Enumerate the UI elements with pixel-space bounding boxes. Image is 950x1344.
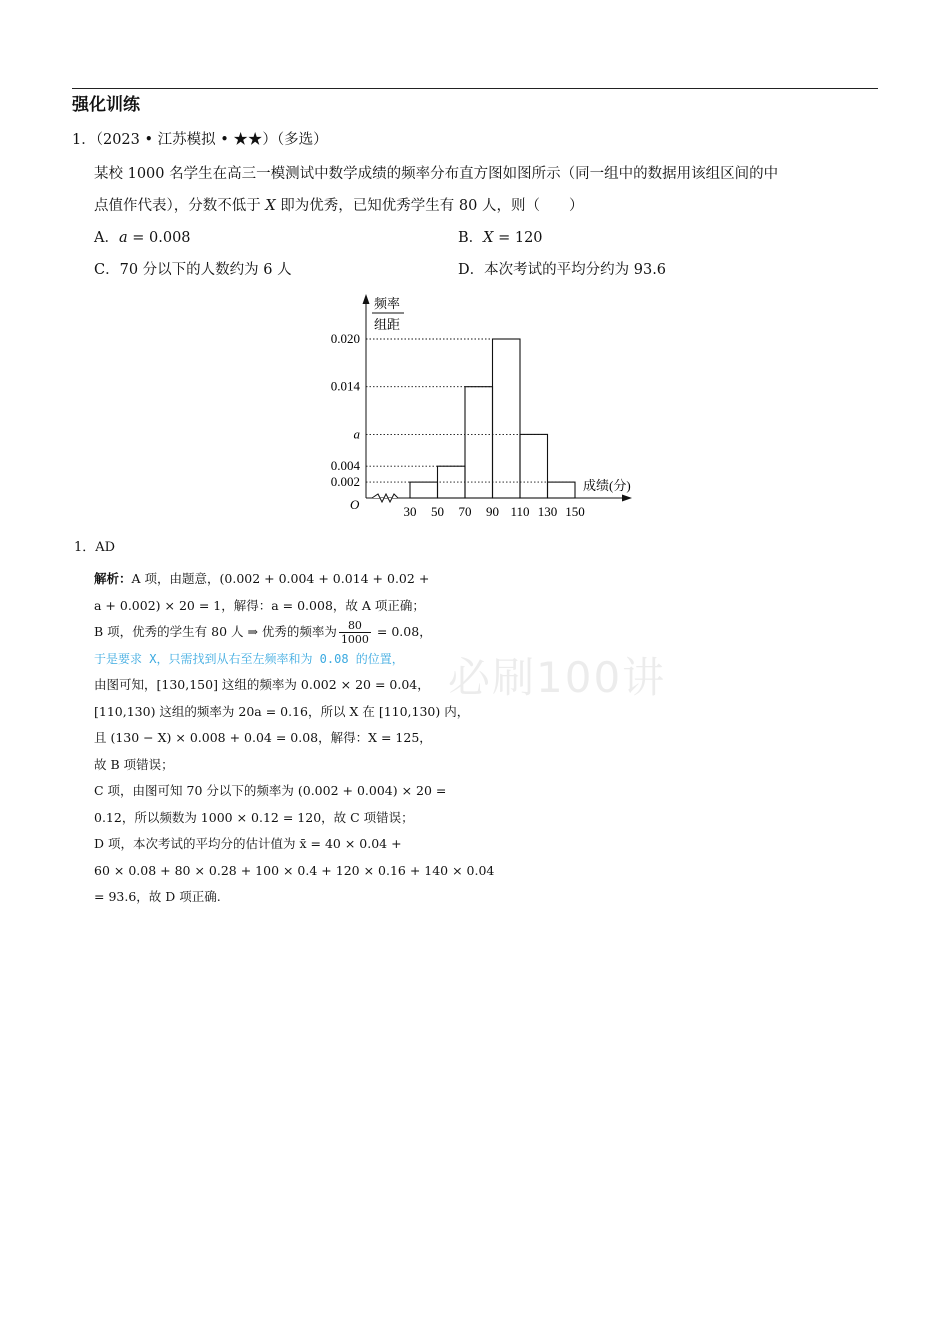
answer-number: 1．AD <box>74 540 116 555</box>
solution-line-2: a + 0.002) × 20 = 1，解得：a = 0.008，故 A 项正确； <box>94 597 425 613</box>
solution-line-6: [110,130) 这组的频率为 20a = 0.16，所以 X 在 [110,130) 内， <box>94 703 470 719</box>
y-tick-label-3: 0.014 <box>330 378 360 394</box>
y-axis-label-numerator: 频率 <box>374 296 401 311</box>
y-tick-label-1: 0.004 <box>330 458 360 474</box>
x-tick-label-6: 150 <box>565 504 585 519</box>
solution-line-8: 故 B 项错误； <box>94 756 174 772</box>
option-a[interactable]: A．a = 0.008 <box>94 230 191 246</box>
y-axis-arrow <box>363 294 370 304</box>
section-title: 强化训练 <box>72 95 140 115</box>
solution-line-1: 解析：A 项，由题意，(0.002 + 0.004 + 0.014 + 0.02 + <box>94 571 430 586</box>
y-tick-label-4: 0.020 <box>330 331 360 346</box>
x-tick-label-3: 90 <box>486 504 499 519</box>
histogram-bar-5 <box>548 482 576 498</box>
y-tick-label-2: a <box>353 426 360 442</box>
histogram-bar-2 <box>465 387 493 498</box>
histogram-bar-4 <box>520 434 548 498</box>
solution-line-3: B 项，优秀的学生有 80 人 ⇒ 优秀的频率为 $\frac{80}{1000}$ = 0.08， <box>94 619 432 646</box>
header-rule <box>72 88 878 89</box>
x-tick-label-0: 30 <box>403 504 417 519</box>
option-c[interactable]: C．70 分以下的人数约为 6 人 <box>94 262 292 278</box>
solution-line-13: = 93.6，故 D 项正确. <box>94 889 221 904</box>
histogram-bar-0 <box>410 482 438 498</box>
y-axis-label-denominator: 组距 <box>374 317 401 332</box>
solution-line-5: 由图可知，[130,150] 这组的频率为 0.002 × 20 = 0.04， <box>94 677 430 692</box>
x-tick-label-2: 70 <box>458 504 472 519</box>
x-axis-arrow <box>622 495 632 502</box>
x-tick-label-1: 50 <box>431 504 444 519</box>
axis-break-zigzag <box>372 494 398 502</box>
x-tick-label-5: 130 <box>537 504 558 519</box>
fraction: $\frac{80}{1000}$ <box>340 619 369 646</box>
solution <box>94 566 494 911</box>
histogram-bar-3 <box>493 339 521 498</box>
origin-label: O <box>350 497 360 512</box>
solution-line-9: C 项，由图可知 70 分以下的频率为 (0.002 + 0.004) × 20 = <box>94 783 447 798</box>
option-b[interactable]: B．X = 120 <box>458 230 543 246</box>
question-header <box>72 128 328 149</box>
option-d[interactable]: D．本次考试的平均分约为 93.6 <box>458 262 667 278</box>
x-axis-label: 成绩(分) <box>583 478 631 493</box>
histogram-chart <box>300 290 660 530</box>
stem-line-1: 某校 1000 名学生在高三一模测试中数学成绩的频率分布直方图如图所示（同一组中的数据用该组区间的中 <box>94 166 779 182</box>
y-tick-label-0: 0.002 <box>330 474 360 490</box>
question-number: 1． <box>72 132 96 148</box>
solution-line-12: 60 × 0.08 + 80 × 0.28 + 100 × 0.4 + 120 × 0.16 + 140 × 0.04 <box>94 862 495 878</box>
watermark: 必刷100讲 <box>448 653 667 702</box>
question-stem <box>94 158 884 222</box>
question-meta: （2023 • 江苏模拟 • ★★）（多选） <box>95 132 328 148</box>
solution-line-10: 0.12，所以频数为 1000 × 0.12 = 120，故 C 项错误； <box>94 809 414 825</box>
solution-line-11: D 项，本次考试的平均分的估计值为 x̄ = 40 × 0.04 + <box>94 836 402 851</box>
solution-line-7: 且 (130 − X) × 0.008 + 0.04 = 0.08，解得：X = 125， <box>94 730 432 745</box>
x-tick-label-4: 110 <box>510 504 530 519</box>
stem-line-2: 点值作代表），分数不低于 X 即为优秀，已知优秀学生有 80 人，则（ ） <box>94 198 584 214</box>
solution-hint-line: 于是要求 X，只需找到从右至左频率和为 0.08 的位置， <box>94 651 404 666</box>
